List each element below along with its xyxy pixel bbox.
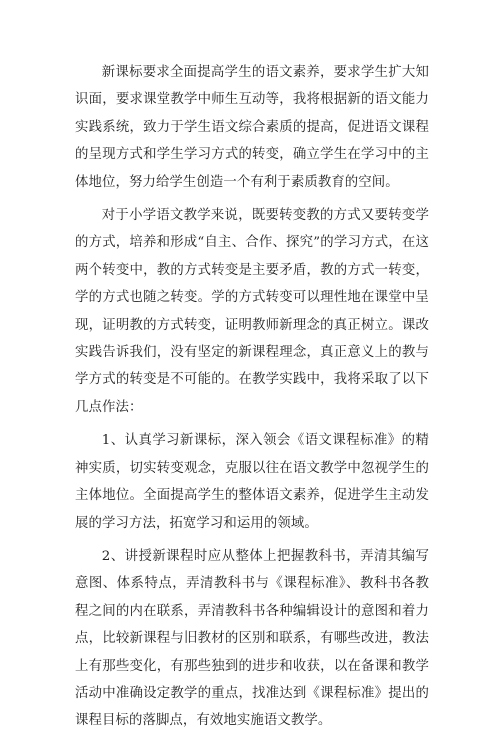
paragraph-point-2: 2、讲授新课程时应从整体上把握教科书，弄清其编写意图、体系特点，弄清教科书与《课程标准》、教科书各教程之间的内在联系，弄清教科书各种编辑设计的意图和着力点，比较新课程与旧教材的区别和联系，有哪些改进，教法上有那些变化，有那些独到的进步和收获，以在备课和教学活动中准确设定教学的重点，找准达到《课程标准》提出的课程目标的落脚点，有效地实施语文教学。 — [75, 548, 429, 729]
paragraph-teaching-methods: 对于小学语文教学来说，既要转变教的方式又要转变学的方式，培养和形成“自主、合作、探究”的学习方式，在这两个转变中，教的方式转变是主要矛盾，教的方式一转变，学的方式也随之转变。学的方式转变可以理性地在课堂中呈现，证明教的方式转变，证明教师新理念的真正树立。课改实践告诉我们，没有坚定的新课程理念，真正意义上的教与学方式的转变是不可能的。在教学实践中，我将采取了以下几点作法： — [75, 208, 429, 415]
paragraph-point-1: 1、认真学习新课标，深入领会《语文课程标准》的精神实质，切实转变观念，克服以往在语文教学中忽视学生的主体地位。全面提高学生的整体语文素养，促进学生主动发展的学习方法，拓宽学习和运用的领域。 — [75, 433, 429, 531]
paragraph-intro: 新课标要求全面提高学生的语文素养，要求学生扩大知识面，要求课堂教学中师生互动等，我将根据新的语文能力实践系统，致力于学生语文综合素质的提高，促进语文课程的呈现方式和学生学习方式的转变，确立学生在学习中的主体地位，努力给学生创造一个有利于素质教育的空间。 — [75, 65, 429, 190]
document-page — [75, 59, 429, 735]
